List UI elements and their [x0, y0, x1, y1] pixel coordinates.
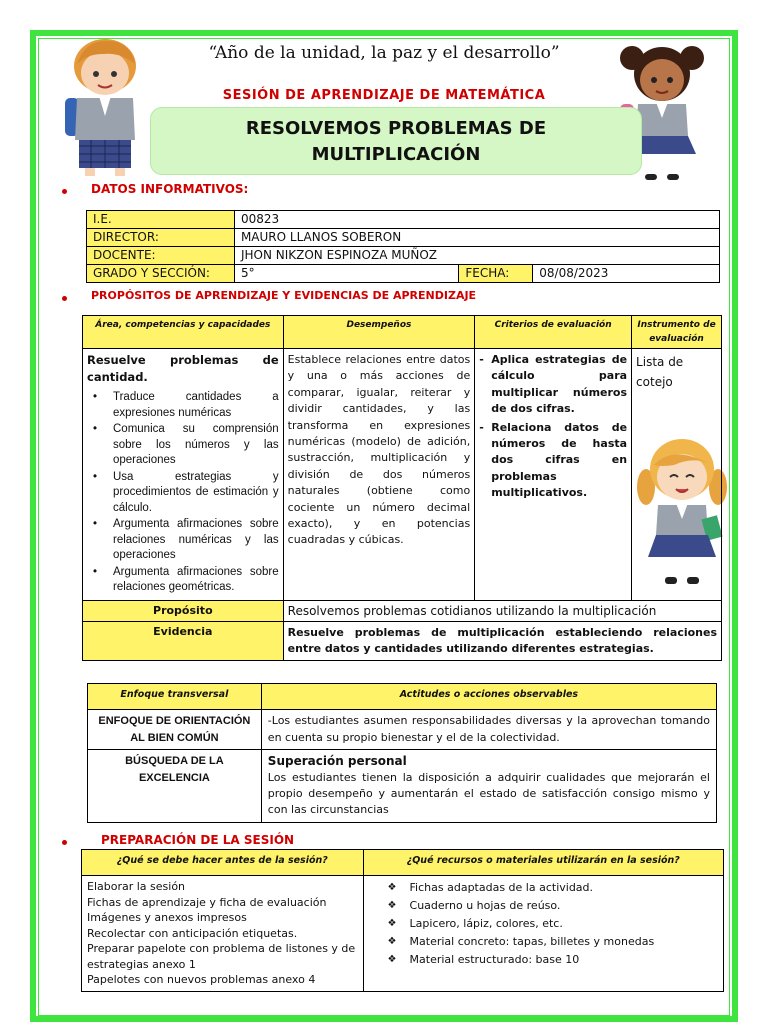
instrumento-text: Lista de cotejo	[636, 355, 684, 389]
capacidad-item: • Traduce cantidades a expresiones numéricas	[87, 390, 279, 421]
section-bullet	[62, 296, 67, 301]
title-line-1: RESOLVEMOS PROBLEMAS DE	[245, 118, 547, 139]
enfoque-table	[87, 683, 717, 823]
datos-heading: DATOS INFORMATIVOS:	[91, 182, 249, 196]
capacidades-list	[87, 390, 279, 596]
instrumento-cell	[632, 349, 722, 601]
desempeno-cell	[283, 349, 475, 601]
section-bullet	[62, 189, 67, 194]
datos-value: 00823	[234, 211, 719, 229]
datos-row	[87, 247, 720, 265]
col-header-enfoque: Enfoque transversal	[88, 684, 262, 710]
antes-item: Papelotes con nuevos problemas anexo 4	[87, 973, 316, 986]
recursos-list	[384, 879, 718, 969]
capacidad-item: • Argumenta afirmaciones sobre relaciones geométricas.	[87, 565, 279, 596]
title-line-2: MULTIPLICACIÓN	[311, 144, 481, 165]
enfoque-cell	[261, 750, 716, 823]
proposito-value: Resolvemos problemas cotidianos utilizando la multiplicación	[283, 600, 721, 621]
antes-item: Imágenes y anexos impresos	[87, 911, 247, 924]
recurso-item: ❖ Material concreto: tapas, billetes y monedas	[384, 933, 718, 951]
recursos-cell	[363, 876, 723, 992]
col-header-recursos: ¿Qué recursos o materiales utilizarán en la sesión?	[363, 850, 723, 876]
col-header-criterios: Criterios de evaluación	[475, 316, 632, 349]
year-motto: “Año de la unidad, la paz y el desarrollo”	[208, 43, 560, 63]
enfoque-row	[88, 750, 717, 823]
col-header-instrumento: Instrumento de evaluación	[632, 316, 722, 349]
antes-item: Elaborar la sesión	[87, 880, 186, 893]
datos-row	[87, 265, 720, 283]
col-header-area: Área, competencias y capacidades	[83, 316, 284, 349]
enfoque-row	[88, 710, 717, 750]
criterio-item: - Relaciona datos de números de hasta dos cifras en problemas multiplicativos.	[479, 420, 627, 502]
enfoque-name: BÚSQUEDA DE LA EXCELENCIA	[88, 750, 262, 823]
session-label: SESIÓN DE APRENDIZAJE DE MATEMÁTICA	[222, 88, 546, 103]
preparacion-table	[81, 849, 724, 992]
section-bullet	[62, 840, 67, 845]
datos-row	[87, 211, 720, 229]
datos-row	[87, 229, 720, 247]
antes-cell	[82, 876, 364, 992]
datos-table	[86, 210, 720, 283]
fecha-value: 08/08/2023	[533, 265, 720, 283]
antes-item: Preparar papelote con problema de listones y de estrategias anexo 1	[87, 942, 356, 971]
criterios-list	[479, 352, 627, 502]
grado-label: GRADO Y SECCIÓN:	[87, 265, 235, 283]
preparacion-heading: PREPARACIÓN DE LA SESIÓN	[101, 833, 295, 847]
fecha-label: FECHA:	[459, 265, 533, 283]
recurso-item: ❖ Fichas adaptadas de la actividad.	[384, 879, 718, 897]
evidencia-label: Evidencia	[83, 621, 284, 661]
datos-label: DIRECTOR:	[87, 229, 235, 247]
antes-item: Recolectar con anticipación etiquetas.	[87, 926, 298, 940]
antes-item: Fichas de aprendizaje y ficha de evaluación	[87, 895, 327, 909]
recurso-item: ❖ Cuaderno u hojas de reúso.	[384, 897, 718, 915]
propositos-table	[82, 315, 722, 661]
desempeno-text: Establece relaciones entre datos y una o más acciones de comparar, igualar, reiterar y dividir cantidades, y las transforma en expresiones numéricas (modelo) de adición, sustracción, multiplicación y división de dos números naturales (obtiene como cociente un número decimal exacto), y en potencias cuadradas y cúbicas.	[287, 353, 471, 547]
criterio-item: - Aplica estrategias de cálculo para multiplicar números de dos cifras.	[479, 352, 627, 418]
col-header-desempenos: Desempeños	[283, 316, 475, 349]
datos-value: JHON NIKZON ESPINOZA MUÑOZ	[234, 247, 719, 265]
enfoque-subtitle: Superación personal	[267, 754, 407, 768]
capacidad-item: • Usa estrategias y procedimientos de estimación y cálculo.	[87, 470, 279, 517]
datos-value: MAURO LLANOS SOBERON	[234, 229, 719, 247]
grado-value: 5°	[234, 265, 458, 283]
enfoque-name: ENFOQUE DE ORIENTACIÓN AL BIEN COMÚN	[88, 710, 262, 750]
enfoque-text: -Los estudiantes asumen responsabilidades diversas y la aprovechan tomando en cuenta su propio bienestar y el de la colectividad.	[261, 710, 716, 750]
recurso-item: ❖ Material estructurado: base 10	[384, 951, 718, 969]
proposito-label: Propósito	[83, 600, 284, 621]
datos-label: I.E.	[87, 211, 235, 229]
capacidad-item: • Argumenta afirmaciones sobre relaciones numéricas y las operaciones	[87, 517, 279, 564]
datos-label: DOCENTE:	[87, 247, 235, 265]
competencia-title: Resuelve problemas de cantidad.	[87, 353, 279, 384]
col-header-antes: ¿Qué se debe hacer antes de la sesión?	[82, 850, 364, 876]
criterios-cell	[475, 349, 632, 601]
evidencia-value: Resuelve problemas de multiplicación estableciendo relaciones entre datos y cantidades utilizando diferentes estrategias.	[283, 621, 721, 661]
enfoque-text: Los estudiantes tienen la disposición a adquirir cualidades que mejorarán el propio desempeño y aumentarán el estado de satisfacción consigo mismo y con las circunstancias	[267, 770, 710, 817]
col-header-actitudes: Actitudes o acciones observables	[261, 684, 716, 710]
competencia-cell	[83, 349, 284, 601]
recurso-item: ❖ Lapicero, lápiz, colores, etc.	[384, 915, 718, 933]
page-title	[150, 116, 642, 168]
propositos-heading: PROPÓSITOS DE APRENDIZAJE Y EVIDENCIAS DE APRENDIZAJE	[91, 289, 477, 302]
capacidad-item: • Comunica su comprensión sobre los números y las operaciones	[87, 422, 279, 469]
